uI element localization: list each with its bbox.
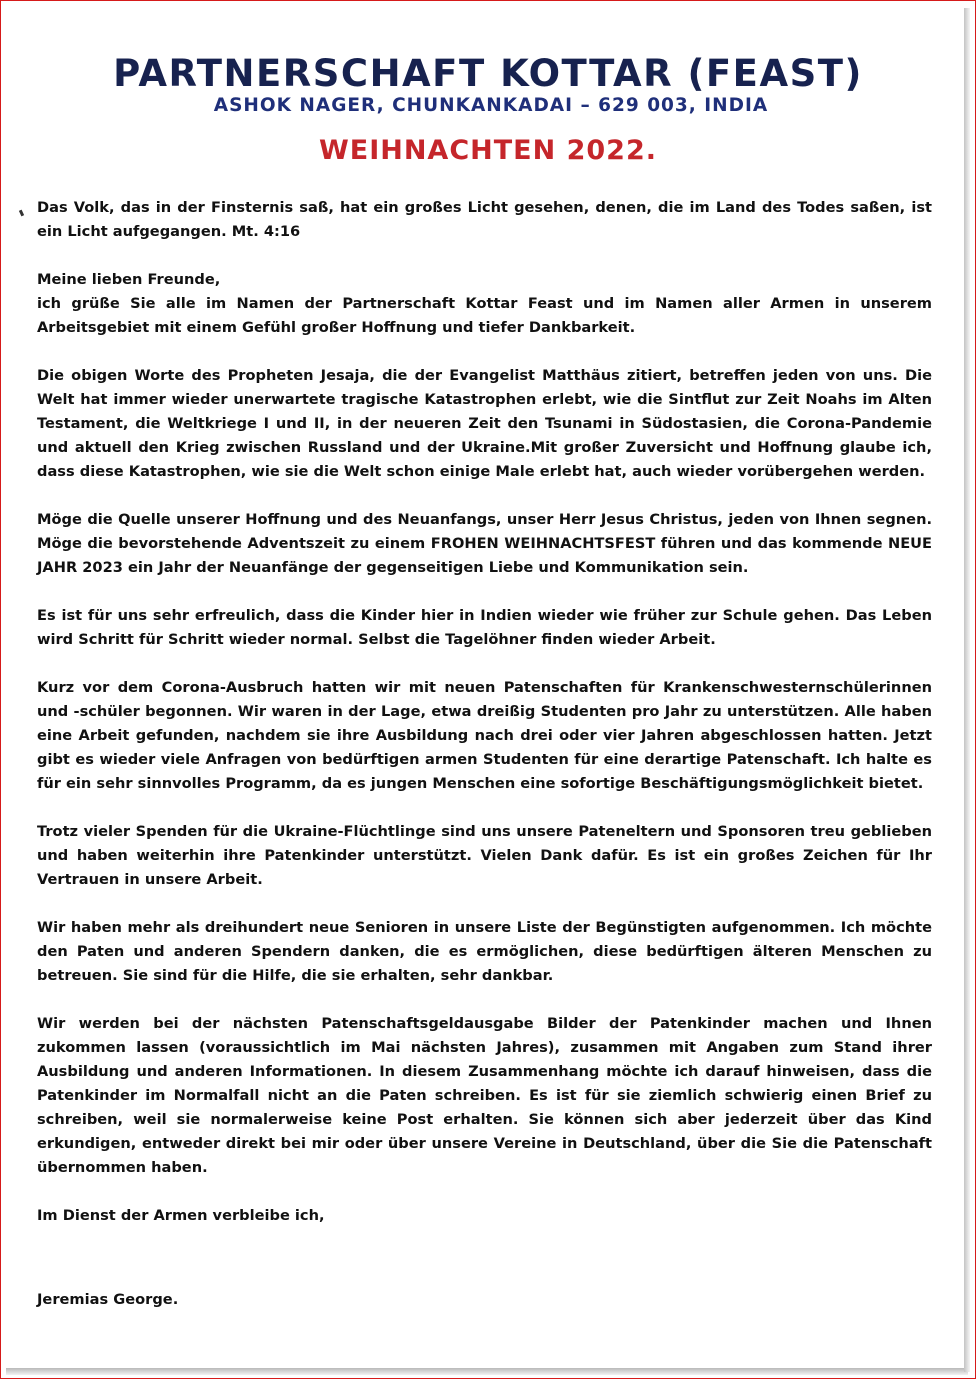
organization-address: ASHOK NAGER, CHUNKANKADAI – 629 003, INDIA: [213, 95, 769, 116]
paragraph-prophet: Die obigen Worte des Propheten Jesaja, die der Evangelist Matthäus zitiert, betreffen jeden von uns. Die Welt hat immer wieder unerwartete tragische Katastrophen erlebt, wie die Sintflut zur Zeit Noahs im Alten Testament, die Weltkriege I und II, in der neueren Zeit den Tsunami in Südostasien, die Corona-Pandemie und aktuell den Krieg zwischen Russland und der Ukraine.Mit großer Zuversicht und Hoffnung glaube ich, dass diese Katastrophen, wie sie die Welt schon einige Male erlebt hat, auch wieder vorübergehen werden.: [37, 367, 932, 480]
closing-line: Im Dienst der Armen verbleibe ich,: [37, 1207, 325, 1224]
page-bottom-shadow: [6, 1368, 968, 1375]
paragraph-blessing: Möge die Quelle unserer Hoffnung und des Neuanfangs, unser Herr Jesus Christus, jeden von Ihnen segnen. Möge die bevorstehende Adventszeit zu einem FROHEN WEIHNACHTSFEST führen und das kommende NEUE JAHR 2023 ein Jahr der Neuanfänge der gegenseitigen Liebe und Kommunikation sein.: [37, 511, 932, 576]
signature: Jeremias George.: [37, 1291, 179, 1308]
letterhead: [0, 52, 976, 167]
paragraph-photos: Wir werden bei der nächsten Patenschaftsgeldausgabe Bilder der Patenkinder machen und Ihnen zukommen lassen (voraussichtlich im Mai nächsten Jahres), zusammen mit Angaben zum Stand ihrer Ausbildung und anderen Informationen. In diesem Zusammenhang möchte ich darauf hinweisen, dass die Patenkinder im Normalfall nicht an die Paten schreiben. Es ist für sie ziemlich schwierig einen Brief zu schreiben, weil sie normalerweise keine Post erhalten. Sie können sich aber jederzeit über das Kind erkundigen, entweder direkt bei mir oder über unsere Vereine in Deutschland, über die Sie die Patenschaft übernommen haben.: [37, 1015, 932, 1176]
paragraph-seniors: Wir haben mehr als dreihundert neue Senioren in unsere Liste der Begünstigten aufgenommen. Ich möchte den Paten und anderen Spendern danken, die es ermöglichen, diese bedürftigen älteren Menschen zu betreuen. Sie sind für die Hilfe, die sie erhalten, sehr dankbar.: [37, 919, 932, 984]
paragraph-nursing: Kurz vor dem Corona-Ausbruch hatten wir mit neuen Patenschaften für Krankenschwesternschülerinnen und -schüler begonnen. Wir waren in der Lage, etwa dreißig Studenten pro Jahr zu unterstützen. Alle haben eine Arbeit gefunden, nachdem sie ihre Ausbildung nach drei oder vier Jahren abgeschlossen hatten. Jetzt gibt es wieder viele Anfragen von bedürftigen armen Studenten für eine derartige Patenschaft. Ich halte es für ein sehr sinnvolles Programm, da es jungen Menschen eine sofortige Beschäftigungsmöglichkeit bietet.: [37, 679, 932, 792]
page-right-shadow: [964, 8, 970, 1372]
salutation: Meine lieben Freunde,: [37, 271, 221, 288]
organization-name: PARTNERSCHAFT KOTTAR (FEAST): [113, 52, 863, 95]
paragraph-sponsors: Trotz vieler Spenden für die Ukraine-Flüchtlinge sind uns unsere Pateneltern und Sponsoren treu geblieben und haben weiterhin ihre Patenkinder unterstützt. Vielen Dank dafür. Es ist ein großes Zeichen für Ihr Vertrauen in unsere Arbeit.: [37, 823, 932, 888]
bible-quote: Das Volk, das in der Finsternis saß, hat ein großes Licht gesehen, denen, die im Land des Todes saßen, ist ein Licht aufgegangen. Mt. 4:16: [37, 199, 932, 240]
paragraph-school: Es ist für uns sehr erfreulich, dass die Kinder hier in Indien wieder wie früher zur Schule gehen. Das Leben wird Schritt für Schritt wieder normal. Selbst die Tagelöhner finden wieder Arbeit.: [37, 607, 932, 648]
document-title: WEIHNACHTEN 2022.: [318, 135, 658, 166]
letter-body: [37, 196, 932, 1312]
paragraph-greeting: ich grüße Sie alle im Namen der Partnerschaft Kottar Feast und im Namen aller Armen in unserem Arbeitsgebiet mit einem Gefühl großer Hoffnung und tiefer Dankbarkeit.: [37, 295, 932, 336]
